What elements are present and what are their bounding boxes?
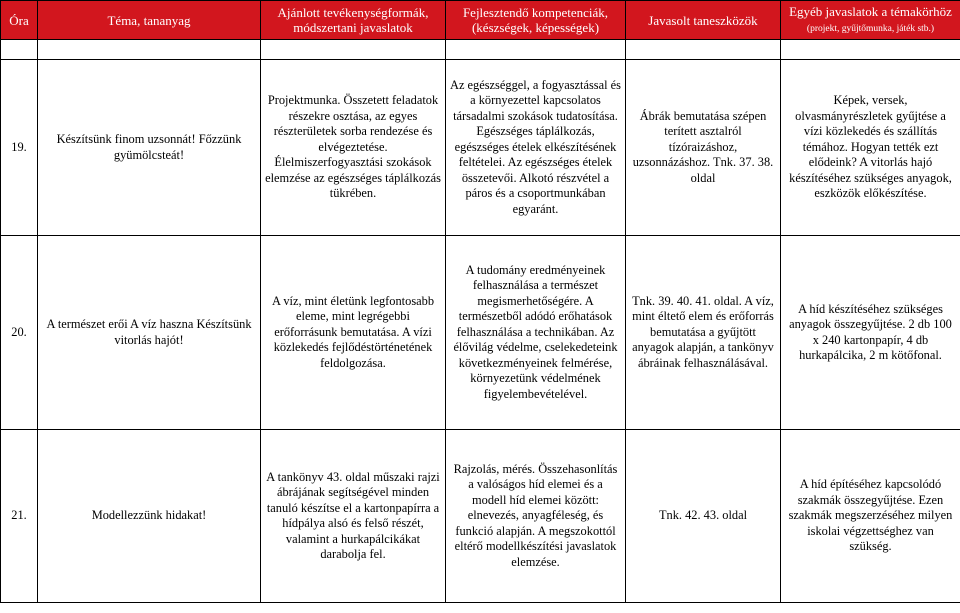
header-egyeb-label: Egyéb javaslatok a témakörhöz [789,3,952,19]
header-egyeb-sub: (projekt, gyűjtőmunka, játék stb.) [806,23,935,34]
cell-ora: 20. [1,236,38,430]
cell-taneszkoz: Tnk. 42. 43. oldal [626,430,781,603]
header-egyeb [781,1,960,40]
header-row [1,1,960,40]
header-tevekenyseg: Ajánlott tevékenységformák, módszertani javaslatok [261,1,446,40]
header-ora: Óra [1,1,38,40]
cell-kompetencia: Rajzolás, mérés. Összehasonlítás a valóságos híd elemei és a modell híd elemei között: elnevezés, anyagféleség, és funkció alapján. A megszokottól eltérő modellkészítési javaslatok elemzése. [446,430,626,603]
header-tema: Téma, tananyag [38,1,261,40]
cell-ora: 19. [1,60,38,236]
cell-ora: 21. [1,430,38,603]
cell-tema: Modellezzünk hidakat! [38,430,261,603]
cell-kompetencia: A tudomány eredményeinek felhasználása a természet megismerhetőségére. A természetből adódó erőhatások felhasználása a technikában. Az élővilág védelme, cselekedeteink következményeinek felmérése, környezetünk védelmének figyelembevételével. [446,236,626,430]
header-taneszkoz: Javasolt taneszközök [626,1,781,40]
cell-tema: Készítsünk finom uzsonnát! Főzzünk gyümölcsteát! [38,60,261,236]
cell-egyeb: Képek, versek, olvasmányrészletek gyűjtése a vízi közlekedés és szállítás témához. Hogyan tették ezt elődeink? A vitorlás hajó készítéséhez szükséges anyagok, eszközök előkészítése. [781,60,960,236]
table-row [1,60,960,236]
cell-tevekenyseg: A tankönyv 43. oldal műszaki rajzi ábrájának segítségével minden tanuló készítse el a kartonpapírra a hídpálya alsó és felső részét, valamint a hurkapálcikákat darabolja fel. [261,430,446,603]
cell-tevekenyseg: A víz, mint életünk legfontosabb eleme, mint legrégebbi erőforrásunk bemutatása. A vízi közlekedés fejlődéstörténetének feldolgozása. [261,236,446,430]
cell-tevekenyseg: Projektmunka. Összetett feladatok részekre osztása, az egyes részterületek sorba rendezése és elvégeztetése. Élelmiszerfogyasztási szokások elemzése az egészséges táplálkozás tükrében. [261,60,446,236]
table-row [1,236,960,430]
cell-tema: A természet erői A víz haszna Készítsünk vitorlás hajót! [38,236,261,430]
cell-taneszkoz: Ábrák bemutatása szépen terített asztalról tízóraizáshoz, uzsonnázáshoz. Tnk. 37. 38. oldal [626,60,781,236]
header-kompetencia: Fejlesztendő kompetenciák, (készségek, képességek) [446,1,626,40]
cell-egyeb: A híd készítéséhez szükséges anyagok összegyűjtése. 2 db 100 x 240 kartonpapír, 4 db hurkapálcika, 2 m kötőfonal. [781,236,960,430]
table-row [1,430,960,603]
cell-taneszkoz: Tnk. 39. 40. 41. oldal. A víz, mint éltető elem és erőforrás bemutatása a gyűjtött anyagok alapján, a tankönyv ábráinak felhasználásával. [626,236,781,430]
cell-kompetencia: Az egészséggel, a fogyasztással és a környezettel kapcsolatos társadalmi szokások tudatosítása. Egészséges táplálkozás, egészséges ételek elkészítésének feltételei. Az egészséges ételek összetevői. Alkotó részvétel a páros és a csoportmunkában egyaránt. [446,60,626,236]
cell-egyeb: A híd építéséhez kapcsolódó szakmák összegyűjtése. Ezen szakmák megszerzéséhez milyen iskolai végzettséghez van szükség. [781,430,960,603]
spacer-row [1,40,960,60]
